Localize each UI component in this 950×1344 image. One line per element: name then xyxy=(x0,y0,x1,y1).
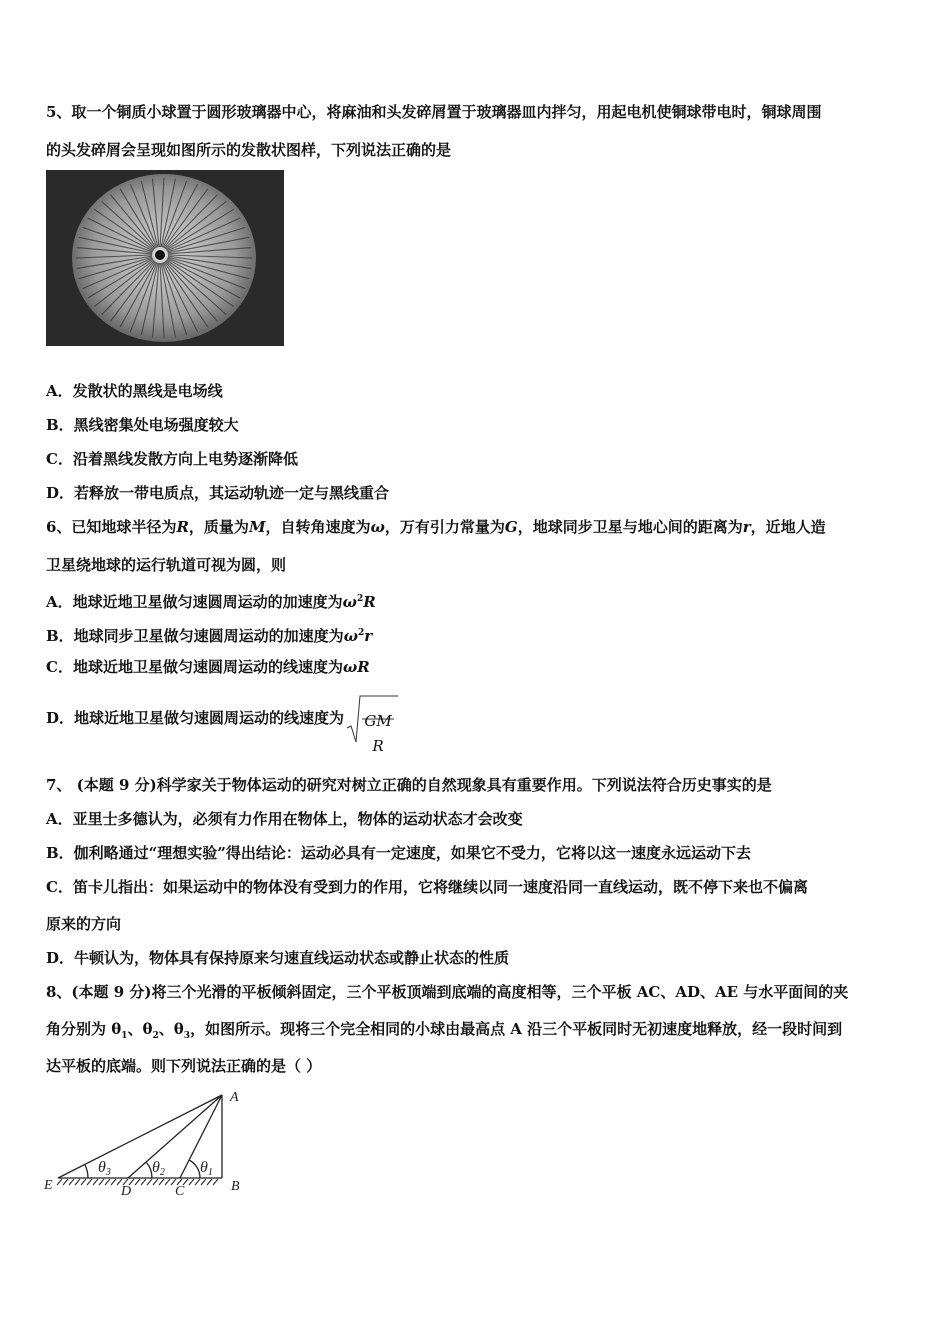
sqrt-formula xyxy=(346,694,398,755)
label-theta1: θ1 xyxy=(200,1159,213,1178)
q5-photo-hair-field xyxy=(46,170,284,346)
q7-option-a: A．亚里士多德认为，必须有力作用在物体上，物体的运动状态才会改变 xyxy=(46,810,523,828)
q7-stem: 7、 (本题 9 分)科学家关于物体运动的研究对树立正确的自然现象具有重要作用。下列说法符合历史事实的是 xyxy=(46,776,772,794)
q7-option-c-line1: C．笛卡儿指出：如果运动中的物体没有受到力的作用，它将继续以同一速度沿同一直线运动，既不停下来也不偏离 xyxy=(46,878,808,896)
q5-stem-line2: 的头发碎屑会呈现如图所示的发散状图样，下列说法正确的是 xyxy=(46,141,452,159)
q8-incline-diagram xyxy=(40,1085,255,1200)
label-c: C xyxy=(175,1184,185,1199)
q5-stem-line1: 5、取一个铜质小球置于圆形玻璃器中心，将麻油和头发碎屑置于玻璃器皿内拌匀，用起电机使铜球带电时，铜球周围 xyxy=(46,103,822,121)
q5-option-c: C．沿着黑线发散方向上电势逐渐降低 xyxy=(46,450,298,468)
q8-stem-line2: 角分别为 $\theta_1$、$\theta_2$、$\theta_3$，如图所示。现将三个完全相同的小球由最高点 A 沿三个平板同时无初速度地释放，经一段时间到 xyxy=(46,1020,843,1041)
q6-stem-line1: 6、已知地球半径为R，质量为M，自转角速度为ω，万有引力常量为G，地球同步卫星与地心间的距离为r，近地人造 xyxy=(46,518,826,536)
plank-ae xyxy=(58,1095,222,1178)
label-theta2: θ2 xyxy=(152,1159,165,1178)
label-d: D xyxy=(121,1184,132,1199)
angle-arc-1 xyxy=(189,1160,200,1178)
q5-option-b: B．黑线密集处电场强度较大 xyxy=(46,416,239,434)
q7-option-c-line2: 原来的方向 xyxy=(46,915,122,933)
plank-ad xyxy=(128,1095,222,1178)
q6-stem-line2: 卫星绕地球的运行轨道可视为圆，则 xyxy=(46,556,287,574)
sqrt-numerator: GM xyxy=(364,712,392,730)
q6-option-b: B．地球同步卫星做匀速圆周运动的加速度为$\omega^2r$ xyxy=(46,627,373,645)
label-b: B xyxy=(231,1179,240,1194)
q7-option-b: B．伽利略通过“理想实验”得出结论：运动必具有一定速度，如果它不受力，它将以这一速度永远运动下去 xyxy=(46,844,751,862)
label-theta3: θ3 xyxy=(98,1159,111,1178)
label-a: A xyxy=(230,1090,239,1105)
sqrt-denominator: R xyxy=(372,737,384,755)
q8-stem-line3: 达平板的底端。则下列说法正确的是（ ） xyxy=(46,1057,322,1075)
q8-stem-line1: 8、(本题 9 分)将三个光滑的平板倾斜固定，三个平板顶端到底端的高度相等，三个平板 AC、AD、AE 与水平面间的夹 xyxy=(46,983,849,1001)
angle-arc-3 xyxy=(85,1165,88,1178)
q7-option-d: D．牛顿认为，物体具有保持原来匀速直线运动状态或静止状态的性质 xyxy=(46,949,510,967)
q5-option-d: D．若释放一带电质点，其运动轨迹一定与黑线重合 xyxy=(46,484,390,502)
q6-option-c: C．地球近地卫星做匀速圆周运动的线速度为ωR xyxy=(46,658,370,676)
label-e: E xyxy=(44,1178,53,1193)
q5-option-a: A．发散状的黑线是电场线 xyxy=(46,382,223,400)
q6-option-a: A．地球近地卫星做匀速圆周运动的加速度为$\omega^2R$ xyxy=(46,593,376,611)
q6-option-d: D．地球近地卫星做匀速圆周运动的线速度为 GM R xyxy=(46,693,398,744)
